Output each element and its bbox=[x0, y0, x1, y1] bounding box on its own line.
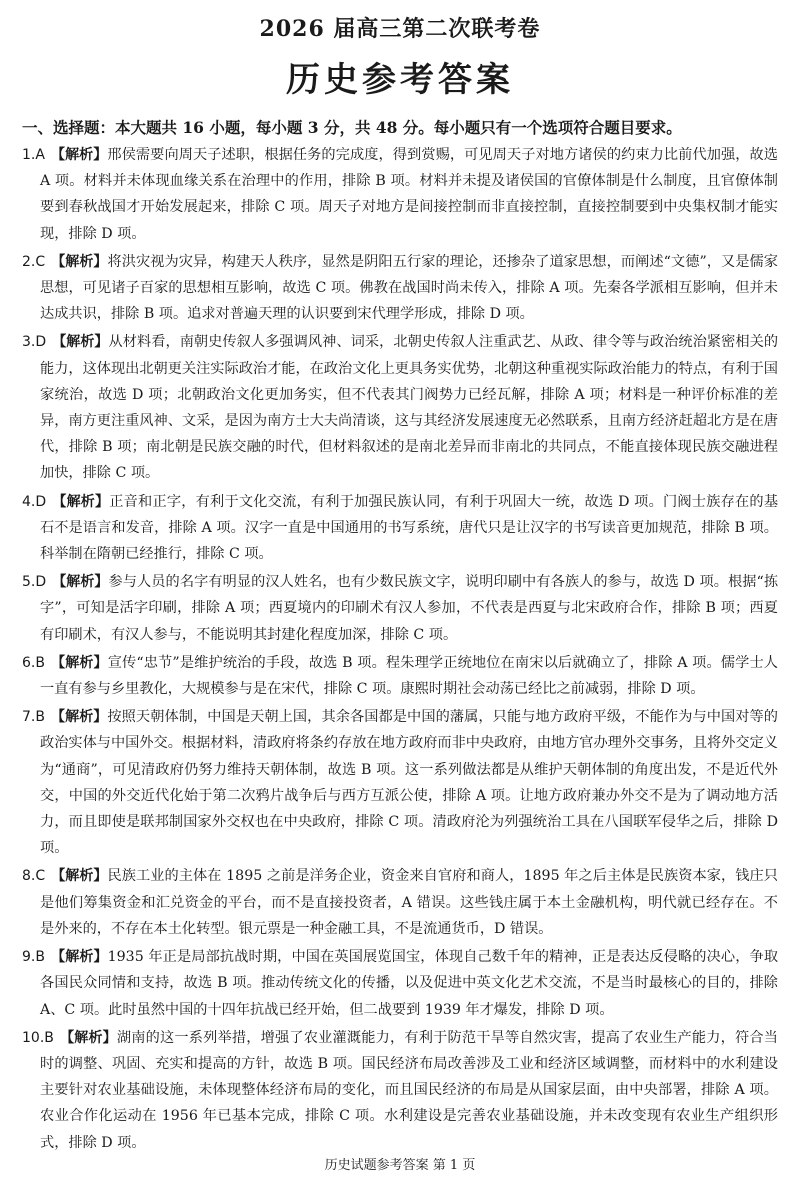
answer-number: 9. bbox=[22, 949, 36, 966]
section-heading: 一、选择题：本大题共 16 小题，每小题 3 分，共 48 分。每小题只有一个选项符合题目要求。 bbox=[22, 118, 682, 137]
answer-choice: B bbox=[44, 1029, 54, 1046]
answer-item bbox=[22, 569, 778, 648]
analysis-tag: 【解析】 bbox=[51, 868, 108, 885]
answer-item bbox=[22, 863, 778, 942]
analysis-text: 按照天朝体制，中国是天朝上国，其余各国都是中国的藩属，只能与地方政府平级，不能作为与中国对等的政治实体与中国外交。根据材料，清政府将条约存放在地方政府而非中央政府，由地方官办理外交事务，且将外交定义为“通商”，可见清政府仍努力维持天朝体制，故选 B 项。这一系列做法都是从维护天朝体制的角度出发，不是近代外交，中国的外交近代化始于第二次鸦片战争后与西方互派公使，排除 A 项。让地方政府兼办外交不是为了调动地方活力，而且即使是联邦制国家外交权也在中央政府，排除 C 项。清政府沦为列强统治工具在八国联军侵华之后，排除 D 项。 bbox=[40, 709, 778, 857]
answer-number: 1. bbox=[22, 147, 36, 163]
answer-item bbox=[22, 249, 778, 328]
answer-choice: D bbox=[35, 334, 47, 351]
analysis-text: 将洪灾视为灾异，构建天人秩序，显然是阴阳五行家的理论，还掺杂了道家思想，而阐述“文德”，又是儒家思想，可见诸子百家的思想相互影响，故选 C 项。佛教在战国时尚未传入，排除 A 项。先秦各学派相互影响，但并未达成共识，排除 B 项。追求对普遍天理的认识要到宋代理学形成，排除 D 项。 bbox=[40, 253, 778, 323]
answer-list bbox=[22, 142, 778, 1156]
answer-choice: A bbox=[35, 147, 45, 163]
answer-choice: B bbox=[35, 709, 45, 726]
analysis-text: 正音和正字，有利于文化交流，有利于加强民族认同，有利于巩固大一统，故选 D 项。门阀士族存在的基石不是语言和发音，排除 A 项。汉字一直是中国通用的书写系统，唐代只是让汉字的书写读音更加规范，排除 B 项。科举制在隋朝已经推行，排除 C 项。 bbox=[40, 493, 779, 563]
answer-choice: B bbox=[35, 949, 45, 966]
analysis-tag: 【解析】 bbox=[52, 574, 109, 591]
analysis-text: 湖南的这一系列举措，增强了农业灌溉能力，有利于防范干旱等自然灾害，提高了农业生产能力，符合当时的调整、巩固、充实和提高的方针，故选 B 项。国民经济布局改善涉及工业和经济区域调整，而材料中的水利建设主要针对农业基础设施，未体现整体经济布局的变化，而且国民经济的布局是从国家层面，由中央部署，排除 A 项。农业合作化运动在 1956 年已基本完成，排除 C 项。水利建设是完善农业基础设施，并未改变现有农业生产组织形式，排除 D 项。 bbox=[40, 1029, 778, 1151]
exam-title: 2026 届高三第二次联考卷 bbox=[259, 16, 541, 42]
answer-item bbox=[22, 1025, 778, 1156]
answer-item bbox=[22, 489, 778, 568]
analysis-text: 邢侯需要向周天子述职，根据任务的完成度，得到赏赐，可见周天子对地方诸侯的约束力比前代加强，故选 A 项。材料并未体现血缘关系在治理中的作用，排除 B 项。材料并未提及诸侯国的官僚体制是什么制度，且官僚体制要到春秋战国才开始发展起来，排除 C 项。周天子对地方是间接控制而非直接控制，直接控制要到中央集权制才能实现，排除 D 项。 bbox=[40, 147, 778, 242]
answer-item bbox=[22, 704, 778, 861]
answer-number: 3. bbox=[22, 334, 36, 351]
answer-number: 2. bbox=[22, 253, 36, 270]
answer-number: 8. bbox=[22, 868, 36, 885]
analysis-text: 宣传“忠节”是维护统治的手段，故选 B 项。程朱理学正统地位在南宋以后就确立了，排除 A 项。儒学士人一直有参与乡里教化，大规模参与是在宋代，排除 C 项。康熙时期社会动荡已经比之前减弱，排除 D 项。 bbox=[40, 654, 778, 698]
analysis-tag: 【解析】 bbox=[52, 334, 109, 351]
answer-number: 6. bbox=[22, 654, 36, 671]
analysis-tag: 【解析】 bbox=[50, 654, 108, 671]
answer-choice: B bbox=[35, 654, 45, 671]
document-title: 历史参考答案 bbox=[286, 60, 514, 100]
answer-item bbox=[22, 650, 778, 702]
page-footer: 历史试题参考答案 第 1 页 bbox=[324, 1158, 476, 1173]
analysis-text: 1935 年正是局部抗战时期，中国在英国展览国宝，体现自己数千年的精神，正是表达反侵略的决心，争取各国民众同情和支持，故选 B 项。推动传统文化的传播，以及促进中英文化艺术交流，不是当时最核心的目的，排除 A、C 项。此时虽然中国的十四年抗战已经开始，但二战要到 1939 年才爆发，排除 D 项。 bbox=[40, 949, 779, 1018]
answer-choice: D bbox=[35, 493, 47, 510]
analysis-text: 民族工业的主体在 1895 之前是洋务企业，资金来自官府和商人，1895 年之后主体是民族资本家，钱庄只是他们筹集资金和汇兑资金的平台，而不是直接投资者，A 错误。这些钱庄属于本土金融机构，明代就已经存在。不是外来的，不存在本土化转型。银元票是一种金融工具，不是流通货币，D 错误。 bbox=[40, 868, 778, 937]
analysis-tag: 【解析】 bbox=[52, 493, 110, 510]
analysis-tag: 【解析】 bbox=[59, 1029, 117, 1046]
answer-number: 5. bbox=[22, 574, 36, 591]
answer-item bbox=[22, 944, 778, 1023]
answer-number: 4. bbox=[22, 493, 36, 510]
answer-number: 7. bbox=[22, 709, 36, 726]
analysis-tag: 【解析】 bbox=[51, 253, 108, 270]
answer-item bbox=[22, 142, 778, 247]
answer-choice: D bbox=[35, 574, 47, 591]
answer-item bbox=[22, 329, 778, 486]
analysis-text: 从材料看，南朝史传叙人多强调风神、词采，北朝史传叙人注重武艺、从政、律令等与政治统治紧密相关的能力，这体现出北朝更关注实际政治才能，在政治文化上更具务实优势，北朝这种重视实际政治能力的特点，有利于国家统治，故选 D 项；北朝政治文化更加务实，但不代表其门阀势力已经瓦解，排除 A 项；材料是一种评价标准的差异，南方更注重风神、文采，是因为南方士大夫尚清谈，这与其经济发展速度无必然联系，且南方经济赶超北方是在唐代，排除 B 项；南北朝是民族交融的时代，但材料叙述的是南北差异而非南北的共同点，不能直接体现民族交融进程加快，排除 C 项。 bbox=[40, 334, 779, 482]
analysis-text: 参与人员的名字有明显的汉人姓名，也有少数民族文字，说明印刷中有各族人的参与，故选 D 项。根据“拣字”，可知是活字印刷，排除 A 项；西夏境内的印刷术有汉人参加，不代表是西夏与北宋政府合作，排除 B 项；西夏有印刷术，有汉人参与，不能说明其封建化程度加深，排除 C 项。 bbox=[40, 574, 779, 643]
analysis-tag: 【解析】 bbox=[50, 949, 108, 966]
answer-choice: C bbox=[35, 253, 46, 270]
answer-choice: C bbox=[35, 868, 46, 885]
analysis-tag: 【解析】 bbox=[50, 709, 108, 726]
analysis-tag: 【解析】 bbox=[50, 147, 108, 163]
answer-number: 10. bbox=[22, 1029, 45, 1046]
